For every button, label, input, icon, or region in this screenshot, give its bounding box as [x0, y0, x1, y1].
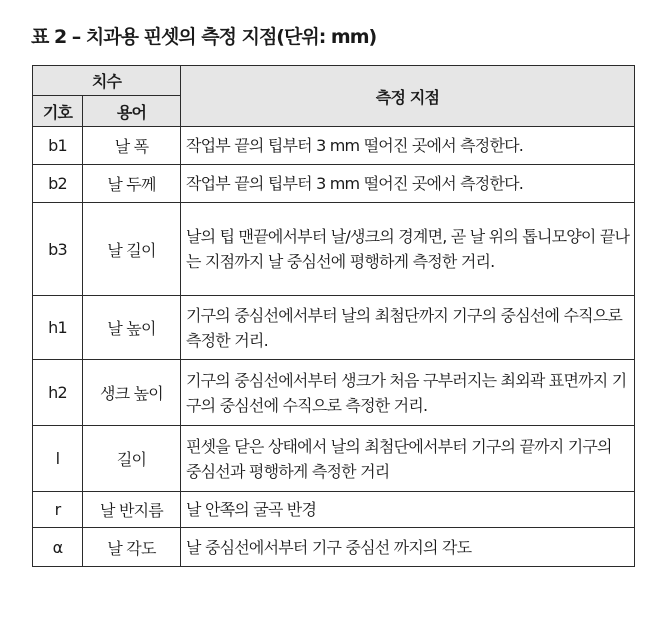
header-dimension: 치수 [33, 66, 181, 96]
table-row [33, 203, 635, 296]
description-cell: 작업부 끝의 팁부터 3 mm 떨어진 곳에서 측정한다. [181, 165, 635, 203]
term-cell: 날 두께 [83, 165, 181, 203]
description-cell: 핀셋을 닫은 상태에서 날의 최첨단에서부터 기구의 끝까지 기구의 중심선과 평행하게 측정한 거리 [181, 426, 635, 492]
description-cell: 날 안쪽의 굴곡 반경 [181, 492, 635, 528]
description-cell: 날 중심선에서부터 기구 중심선 까지의 각도 [181, 528, 635, 567]
term-cell: 날 높이 [83, 296, 181, 360]
header-symbol: 기호 [33, 96, 83, 127]
symbol-cell: b1 [33, 127, 83, 165]
symbol-cell: b3 [33, 203, 83, 296]
table-row [33, 127, 635, 165]
symbol-cell: l [33, 426, 83, 492]
table-row [33, 296, 635, 360]
table-caption: 표 2 – 치과용 핀셋의 측정 지점(단위: mm) [31, 26, 377, 48]
table-row [33, 426, 635, 492]
term-cell: 생크 높이 [83, 360, 181, 426]
measurement-table [32, 65, 635, 567]
description-cell: 작업부 끝의 팁부터 3 mm 떨어진 곳에서 측정한다. [181, 127, 635, 165]
term-cell: 날 각도 [83, 528, 181, 567]
symbol-cell: h1 [33, 296, 83, 360]
description-cell: 기구의 중심선에서부터 생크가 처음 구부러지는 최외곽 표면까지 기구의 중심선에 수직으로 측정한 거리. [181, 360, 635, 426]
term-cell: 날 반지름 [83, 492, 181, 528]
table-row [33, 492, 635, 528]
header-row-1 [33, 66, 635, 96]
term-cell: 날 폭 [83, 127, 181, 165]
symbol-cell: h2 [33, 360, 83, 426]
description-cell: 기구의 중심선에서부터 날의 최첨단까지 기구의 중심선에 수직으로 측정한 거리. [181, 296, 635, 360]
symbol-cell: b2 [33, 165, 83, 203]
description-cell: 날의 팁 맨끝에서부터 날/생크의 경계면, 곧 날 위의 톱니모양이 끝나는 지점까지 날 중심선에 평행하게 측정한 거리. [181, 203, 635, 296]
table-row [33, 360, 635, 426]
term-cell: 길이 [83, 426, 181, 492]
header-measurement-point: 측정 지점 [181, 66, 635, 127]
table-row [33, 528, 635, 567]
table-row [33, 165, 635, 203]
symbol-cell: α [33, 528, 83, 567]
symbol-cell: r [33, 492, 83, 528]
header-term: 용어 [83, 96, 181, 127]
term-cell: 날 길이 [83, 203, 181, 296]
